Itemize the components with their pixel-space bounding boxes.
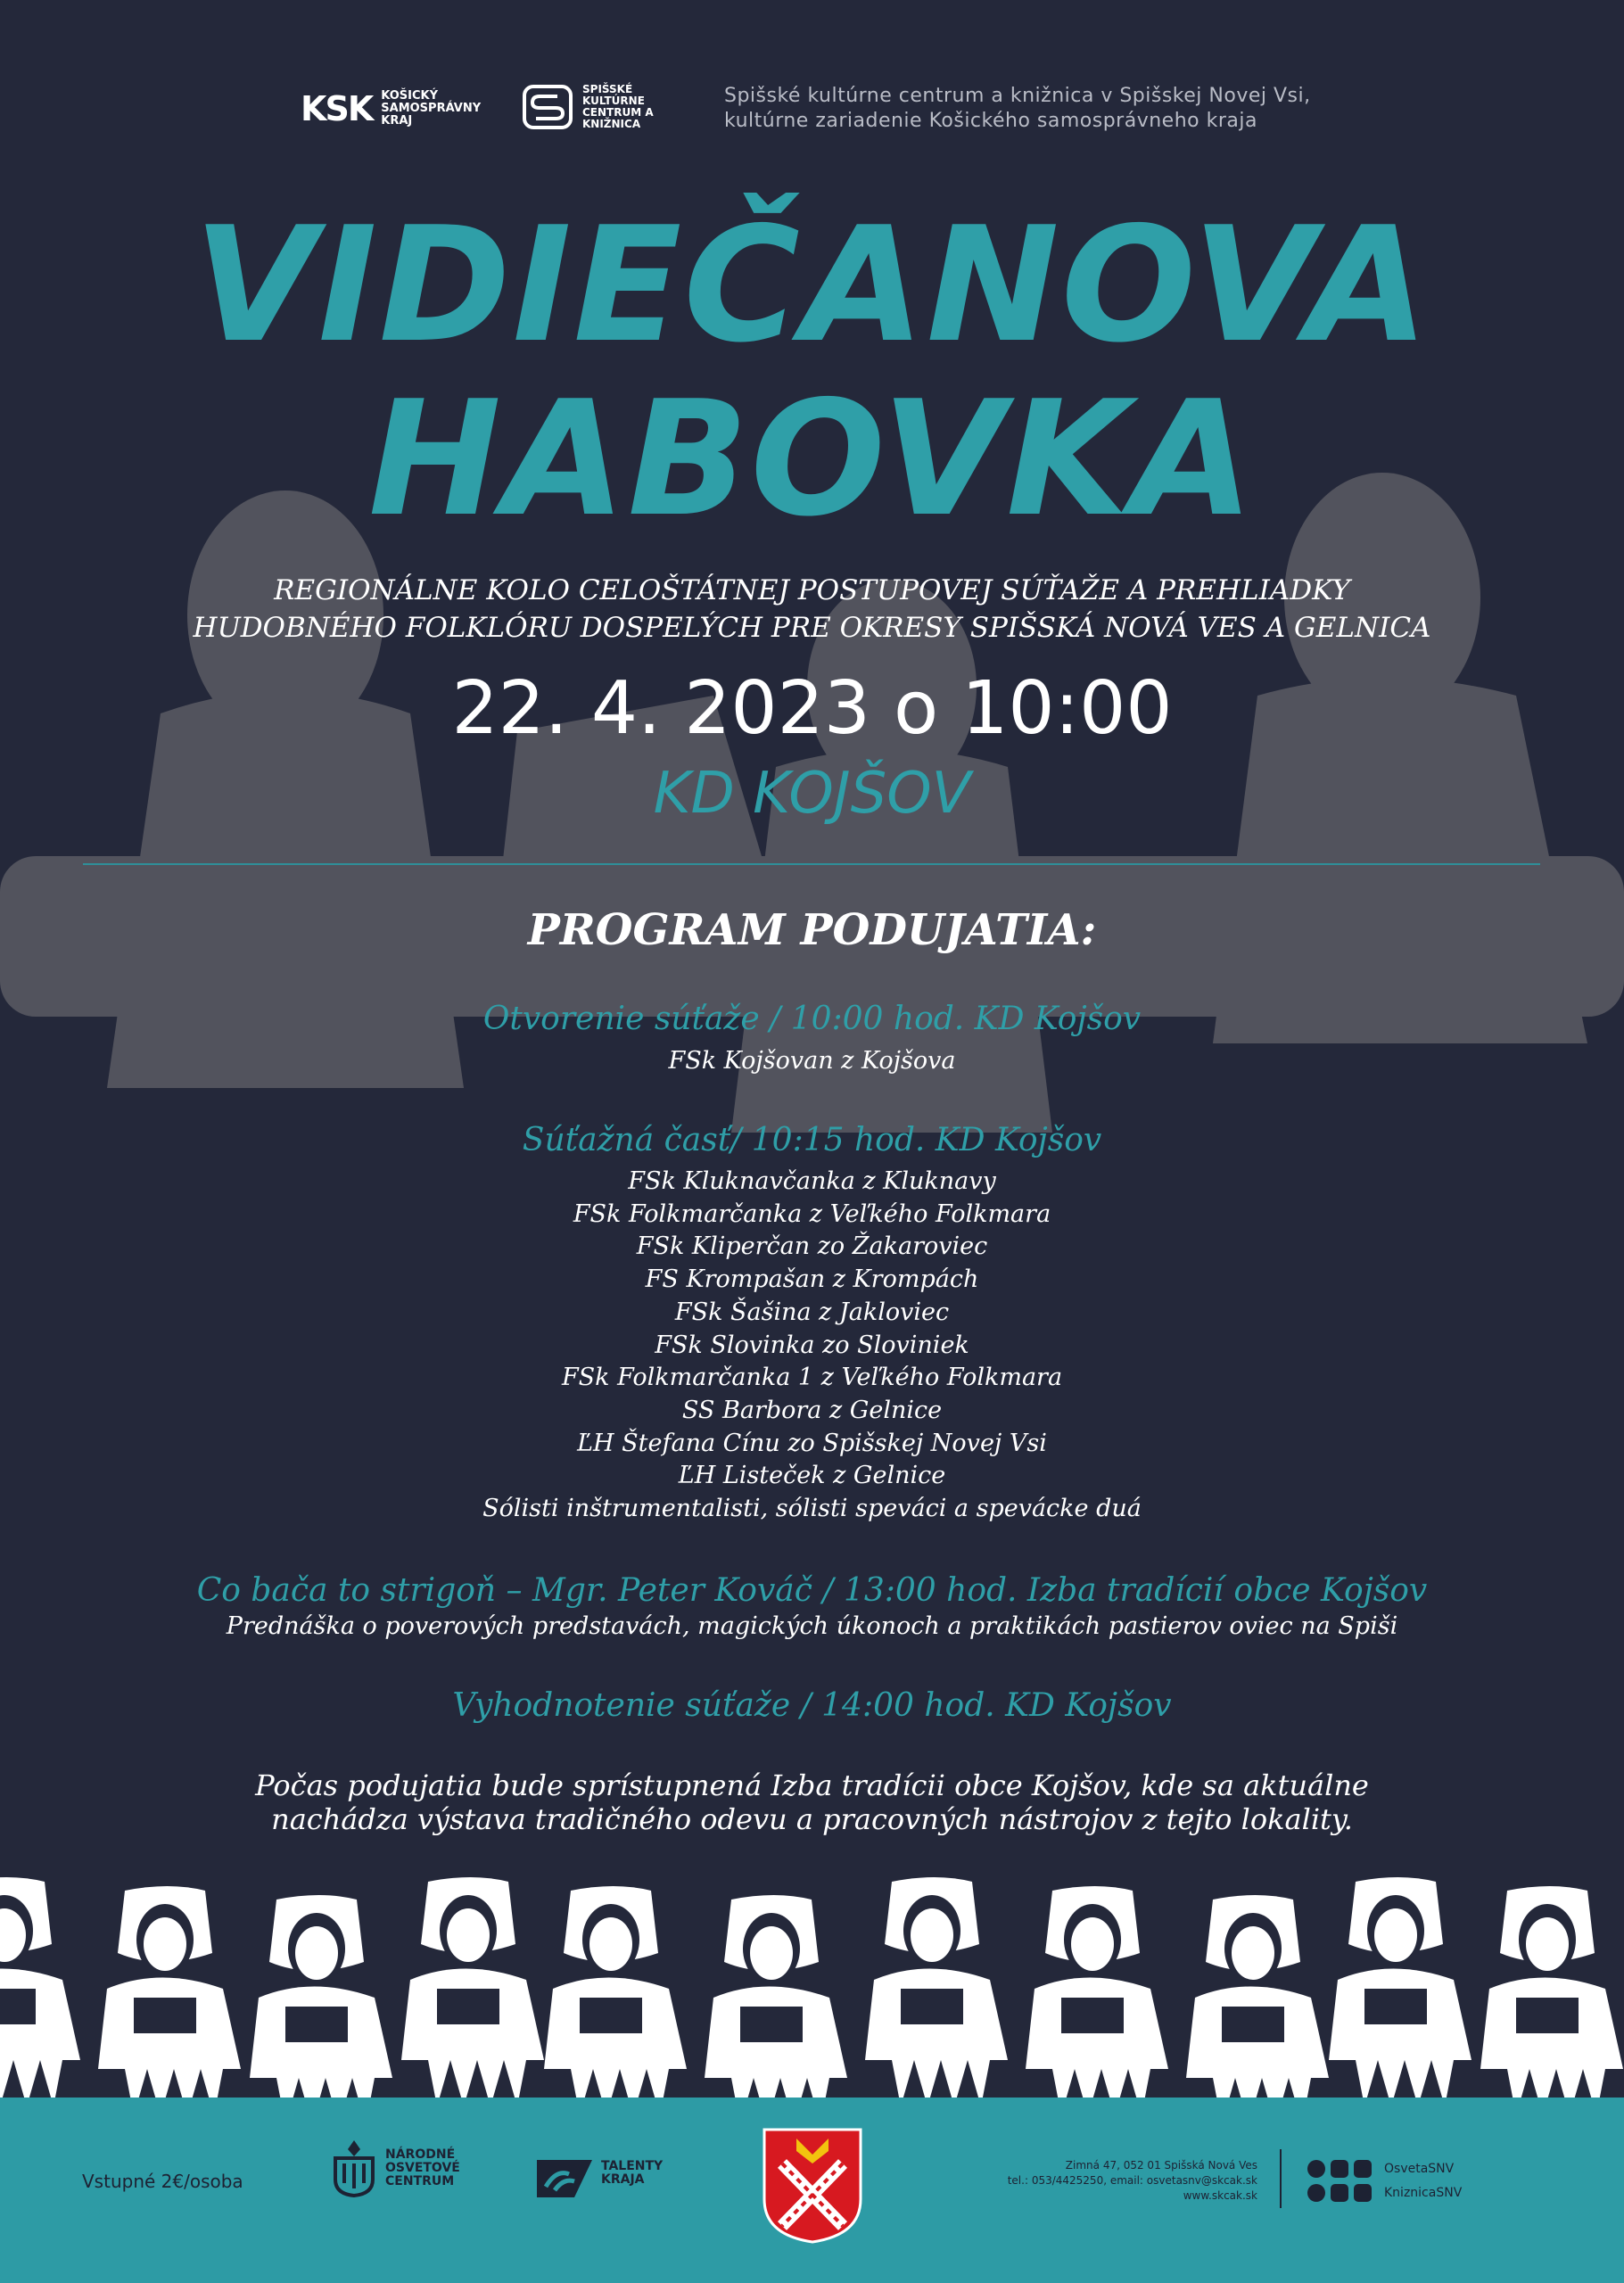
title-line-2: HABOVKA [368, 367, 1256, 551]
list-item: FSk Folkmarčanka 1 z Veľkého Folkmara [561, 1364, 1063, 1392]
contact-info [981, 2158, 1257, 2204]
ksk-logo [301, 89, 482, 128]
skc-mark-icon [522, 84, 573, 130]
talenty-kraja-icon [535, 2147, 594, 2199]
kojsov-coat-of-arms [763, 2128, 862, 2244]
divider [83, 863, 1540, 865]
event-venue: KD KOJŠOV [653, 761, 971, 827]
facebook-icon [1307, 2160, 1325, 2178]
organizer-line-2: kultúrne zariadenie Košického samosprávneho kraja [724, 110, 1257, 132]
talenty-kraja-text: TALENTY KRAJA [601, 2159, 664, 2187]
noc-emblem-icon [332, 2139, 376, 2197]
entry-fee: Vstupné 2€/osoba [82, 2171, 243, 2192]
facebook-icon [1307, 2184, 1325, 2202]
noc-logo-text: NÁRODNÉ OSVETOVÉ CENTRUM [385, 2147, 460, 2188]
social-links [1307, 2156, 1462, 2205]
list-item: FSk Folkmarčanka z Veľkého Folkmara [573, 1199, 1051, 1228]
skc-logo-text: SPIŠSKÉ KULTÚRNE CENTRUM A KNIŽNICA [582, 83, 654, 130]
social-row-kniznica[interactable] [1307, 2180, 1462, 2205]
ksk-mark: KSK [301, 89, 373, 128]
lecture-detail: Prednáška o poverových predstavách, magických úkonoch a praktikách pastierov oviec na Spiši [226, 1612, 1398, 1640]
subtitle-line-2: HUDOBNÉHO FOLKLÓRU DOSPELÝCH PRE OKRESY SPIŠSKÁ NOVÁ VES A GELNICA [193, 612, 1431, 644]
noc-logo [332, 2139, 474, 2197]
footer-separator [1280, 2149, 1282, 2208]
social-row-osveta[interactable] [1307, 2156, 1462, 2180]
note-line-2: nachádza výstava tradičného odevu a pracovných nástrojov z tejto lokality. [271, 1802, 1353, 1836]
social-handle: KniznicaSNV [1384, 2185, 1463, 2200]
list-item: ĽH Listeček z Gelnice [678, 1462, 946, 1490]
instagram-icon [1331, 2184, 1348, 2202]
contact-address: Zimná 47, 052 01 Spišská Nová Ves [1065, 2159, 1257, 2172]
list-item: Sólisti inštrumentalisti, sólisti speváci a spevácke duá [482, 1495, 1142, 1523]
organizer-info [724, 84, 1311, 134]
social-handle: OsvetaSNV [1384, 2161, 1455, 2176]
ksk-logo-text: KOŠICKÝ SAMOSPRÁVNY KRAJ [381, 89, 482, 128]
opening-title: Otvorenie súťaže / 10:00 hod. KD Kojšov [482, 1001, 1142, 1037]
talenty-kraja-logo [535, 2147, 681, 2199]
list-item: FSk Šašina z Jakloviec [674, 1298, 950, 1326]
list-item: FSk Slovinka zo Sloviniek [655, 1331, 969, 1359]
list-item: FSk Kliperčan zo Žakaroviec [636, 1232, 988, 1261]
instagram-icon [1331, 2160, 1348, 2178]
list-item: FSk Kluknavčanka z Kluknavy [628, 1167, 996, 1195]
header [0, 82, 1624, 144]
title-line-1: VIDIEČANOVA [193, 193, 1431, 377]
subtitle-line-1: REGIONÁLNE KOLO CELOŠTÁTNEJ POSTUPOVEJ SÚŤAŽE A PREHLIADKY [274, 574, 1350, 606]
event-date: 22. 4. 2023 o 10:00 [451, 666, 1173, 751]
contact-phone-email: tel.: 053/4425250, email: osvetasnv@skcak.sk [1007, 2174, 1257, 2187]
competition-list [0, 1166, 1624, 1526]
opening-detail: FSk Kojšovan z Kojšova [668, 1047, 956, 1075]
competition-title: Súťažná časť/ 10:15 hod. KD Kojšov [522, 1122, 1102, 1158]
contact-website: www.skcak.sk [1183, 2189, 1257, 2202]
youtube-icon [1354, 2184, 1372, 2202]
results-title: Vyhodnotenie súťaže / 14:00 hod. KD Kojšov [452, 1687, 1172, 1724]
footer [0, 2098, 1624, 2283]
folk-singers-illustration [0, 1873, 1624, 2098]
skc-logo [522, 84, 654, 130]
note-line-1: Počas podujatia bude sprístupnená Izba tradícii obce Kojšov, kde sa aktuálne [255, 1768, 1369, 1802]
list-item: FS Krompašan z Krompách [645, 1265, 979, 1294]
list-item: ĽH Štefana Cínu zo Spišskej Novej Vsi [577, 1429, 1047, 1457]
youtube-icon [1354, 2160, 1372, 2178]
organizer-line-1: Spišské kultúrne centrum a knižnica v Spišskej Novej Vsi, [724, 85, 1311, 107]
list-item: SS Barbora z Gelnice [681, 1396, 943, 1424]
lecture-title: Co bača to strigoň – Mgr. Peter Kováč / 13:00 hod. Izba tradícií obce Kojšov [196, 1572, 1428, 1609]
program-heading: PROGRAM PODUJATIA: [527, 905, 1097, 955]
